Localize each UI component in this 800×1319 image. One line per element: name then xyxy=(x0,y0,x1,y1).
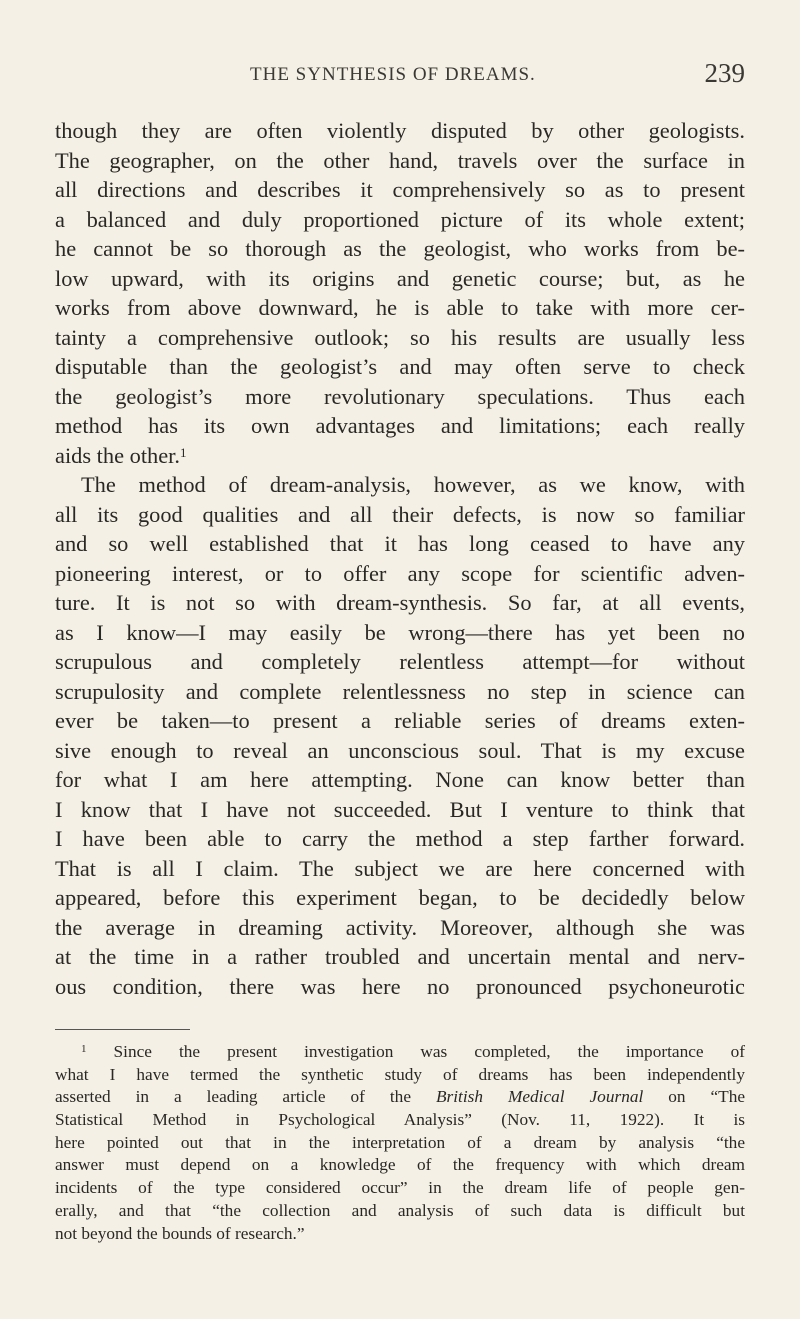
text-line xyxy=(55,441,745,471)
journal-title: British Medical Journal xyxy=(435,1087,644,1107)
text-line: sive enough to reveal an unconscious soul. That is my excuse xyxy=(55,737,745,763)
footnote-text: Since the present investigation was completed, the importance of xyxy=(113,1042,745,1061)
text-line: I know that I have not succeeded. But I venture to think that xyxy=(55,796,745,822)
text-line: as I know—I may easily be wrong—there has yet been no xyxy=(55,619,745,645)
text-line: The method of dream-analysis, however, as we know, with xyxy=(81,472,745,497)
text-line: That is all I claim. The subject we are here concerned with xyxy=(55,855,745,881)
text-line: ture. It is not so with dream-synthesis. So far, at all events, xyxy=(55,590,745,615)
text-line: method has its own advantages and limitations; each really xyxy=(55,413,745,438)
text-line: for what I am here attempting. None can know better than xyxy=(55,767,745,792)
footnote-line xyxy=(55,1041,745,1064)
text-line: tainty a comprehensive outlook; so his results are usually less xyxy=(55,324,745,350)
text-line: scrupulous and completely relentless attempt—for without xyxy=(55,649,745,674)
text-line: all its good qualities and all their defects, is now so familiar xyxy=(55,501,745,527)
footnote-text: asserted in a leading article of the xyxy=(55,1087,411,1107)
text-line: scrupulosity and complete relentlessness no step in science can xyxy=(55,678,745,704)
footnote-line: answer must depend on a knowledge of the frequency with which dream xyxy=(55,1155,745,1175)
footnote-reference[interactable]: 1 xyxy=(180,444,187,460)
text-line: appeared, before this experiment began, to be decidedly below xyxy=(55,885,745,910)
body-text xyxy=(55,116,745,1001)
footnote-line xyxy=(55,1086,745,1109)
running-title: THE SYNTHESIS OF DREAMS. xyxy=(250,64,536,85)
page-header xyxy=(0,58,800,94)
text-line: ever be taken—to present a reliable series of dreams exten- xyxy=(55,708,745,733)
page-number: 239 xyxy=(704,58,745,88)
footnote-line: incidents of the type considered occur” in the dream life of people gen- xyxy=(55,1178,745,1198)
text-line-content: aids the other. xyxy=(55,442,180,468)
text-line: ous condition, there was here no pronounced psychoneurotic xyxy=(55,973,745,999)
text-line: low upward, with its origins and genetic course; but, as he xyxy=(55,265,745,291)
text-line: the average in dreaming activity. Moreover, although she was xyxy=(55,914,745,940)
text-line: the geologist’s more revolutionary speculations. Thus each xyxy=(55,383,745,409)
text-line: I have been able to carry the method a step farther forward. xyxy=(55,826,745,851)
footnote-divider xyxy=(55,1029,190,1030)
footnote-line: Statistical Method in Psychological Analysis” (Nov. 11, 1922). It is xyxy=(55,1110,745,1130)
footnote-line: erally, and that “the collection and analysis of such data is difficult but xyxy=(55,1200,745,1220)
text-line: a balanced and duly proportioned picture of its whole extent; xyxy=(55,206,745,232)
text-line: disputable than the geologist’s and may often serve to check xyxy=(55,354,745,379)
text-line: though they are often violently disputed by other geologists. xyxy=(55,118,745,143)
footnote xyxy=(55,1041,745,1245)
footnote-text: on “The xyxy=(668,1087,745,1107)
footnote-line: here pointed out that in the interpretation of a dream by analysis “the xyxy=(55,1132,745,1152)
text-line: The geographer, on the other hand, travels over the surface in xyxy=(55,147,745,173)
footnote-line: what I have termed the synthetic study of dreams has been independently xyxy=(55,1064,745,1084)
text-line: and so well established that it has long ceased to have any xyxy=(55,531,745,556)
text-line: all directions and describes it comprehensively so as to present xyxy=(55,177,745,202)
text-line: works from above downward, he is able to take with more cer- xyxy=(55,295,745,320)
text-line: pioneering interest, or to offer any scope for scientific adven- xyxy=(55,560,745,586)
footnote-marker: 1 xyxy=(81,1043,87,1055)
text-line: at the time in a rather troubled and uncertain mental and nerv- xyxy=(55,944,745,969)
text-line: he cannot be so thorough as the geologist, who works from be- xyxy=(55,236,745,261)
footnote-line: not beyond the bounds of research.” xyxy=(55,1223,305,1243)
